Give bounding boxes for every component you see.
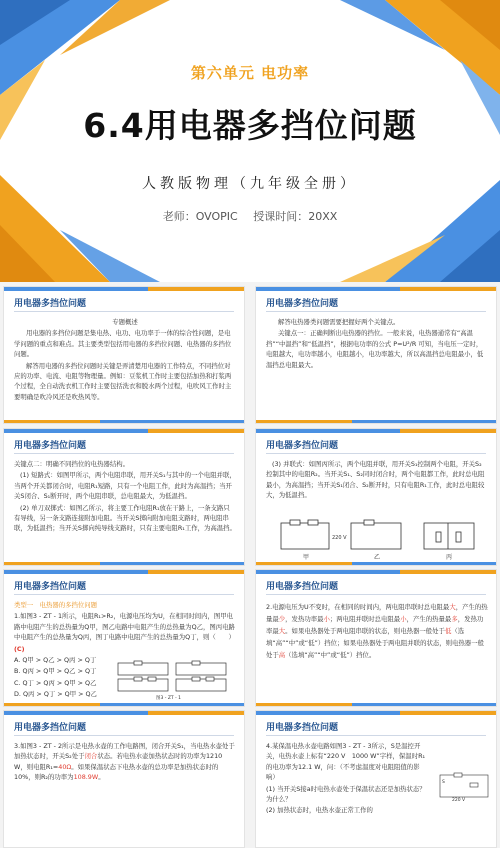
time-label: 授课时间：20XX — [253, 210, 338, 223]
edition-text: 人教版物理（九年级全册） — [142, 176, 358, 192]
teacher-label: 老师：OVOPIC — [162, 210, 238, 223]
q-text: 2.电源电压为U不变时，在相同的时间内，两电阻串联时总电阻最 — [266, 603, 450, 611]
header-divider — [266, 735, 486, 736]
question-text — [266, 601, 488, 661]
q-text: 。如果保温状态下电热水壶的总功率是加热状态时的10%，则R₂的功率为 — [14, 762, 219, 782]
slide-header: 用电器多挡位问题 — [266, 299, 339, 309]
slide-top-bar — [4, 287, 244, 291]
answer-text: (C) — [14, 644, 25, 653]
slide-bottom-bar — [4, 420, 244, 423]
paragraph: (2) 单刀双掷式：如图乙所示，将主要工作电阻R₁放在干路上，一条支路只有导线，另一条支路连接附加电阻。当开关S掷向附加电阻支路时，两电阻串联，为低温挡；当开关S掷向纯导线支路时，只有主要电阻R₁工作，为高温挡。 — [14, 503, 236, 533]
q-text: 。 — [98, 773, 105, 782]
slide-top-bar — [4, 711, 244, 715]
slide-header: 用电器多挡位问题 — [266, 441, 339, 451]
header-divider — [14, 453, 234, 454]
slide-question-4[interactable] — [255, 710, 497, 848]
slide-top-bar — [256, 570, 496, 574]
slide-parallel[interactable] — [255, 428, 497, 566]
answer-blank: 108.9W — [73, 773, 99, 782]
slide-header: 用电器多挡位问题 — [266, 723, 339, 733]
option-d: D. Q丙 > Q丁 > Q甲 > Q乙 — [14, 690, 97, 699]
q-text: （选填“高”“中”或“低”）挡位；如果电热器处于两电阻并联的状态，则电热器一般处于 — [266, 627, 484, 659]
slide-body — [14, 741, 236, 784]
slide-top-bar — [256, 711, 496, 715]
slide-bottom-bar — [256, 420, 496, 423]
circuit-svg — [276, 519, 486, 561]
slide-overview[interactable] — [3, 286, 245, 424]
slide-header: 用电器多挡位问题 — [14, 723, 87, 733]
voltage-label: 220 V — [332, 535, 347, 541]
slide-bottom-bar — [4, 703, 244, 706]
slide-bottom-bar — [256, 562, 496, 565]
subtitle: 专题概述 — [112, 318, 138, 326]
slide-body — [266, 741, 426, 817]
answer-blank: 闭合 — [84, 752, 98, 761]
slide-body — [14, 317, 236, 403]
q-text: 3.如图3 - ZT - 2所示是电热水壶的工作电路图，闭合开关S₁，当电热水壶处于加热状态时，开关S₂处于 — [14, 742, 235, 761]
main-title: 6.4用电器多挡位问题 — [83, 106, 417, 145]
question-text: 1.如图3 - ZT - 1所示，电阻R₁>R₂，电源电压均为U，在相同时间内，图甲电路中电阻产生的总热量为Q甲，图乙电路中电阻产生的总热量为Q乙，图丙电路中电阻产生的总热量为Q丙，图丁电路中电阻产生的总热量为Q丁，则（ ） — [14, 612, 235, 642]
circuit-diagrams — [276, 519, 486, 561]
paragraph: 解答电热器类问题需要把握好两个关键点。 — [278, 318, 400, 326]
circuit-diagram — [434, 771, 494, 801]
q-text: （选填“高”“中”或“低”）挡位。 — [285, 651, 376, 659]
paragraph: 关键点一：正确判断出电热器的挡位。一般来说，电热器通常有“高温挡”“中温挡”和“低温挡”，根据电功率的公式 P=U²/R 可知，当电压一定时，电阻越大，电功率越小，电阻越小，电功率越大，所以高温挡总电阻最小，低温挡总电阻最大。 — [266, 329, 484, 369]
answer-blank: 低 — [444, 627, 452, 635]
header-divider — [266, 311, 486, 312]
slide-structure[interactable] — [3, 428, 245, 566]
slide-question-3[interactable] — [3, 710, 245, 848]
answer-blank: 小 — [323, 615, 330, 623]
answer-blank: 40Ω — [58, 762, 72, 771]
fig-label-jia: 甲 — [303, 554, 310, 561]
answer-blank: 多 — [451, 615, 458, 623]
answer-blank: 高 — [278, 651, 286, 659]
cover-meta — [0, 208, 500, 224]
header-divider — [14, 311, 234, 312]
header-divider — [266, 594, 486, 595]
slide-top-bar — [256, 287, 496, 291]
answer-blank: 小 — [400, 615, 407, 623]
slide-top-bar — [256, 429, 496, 433]
header-divider — [14, 735, 234, 736]
fig-label-yi: 乙 — [374, 554, 381, 561]
slide-body — [266, 601, 488, 662]
sub-question: (1) 当开关S接a时电热水壶处于保温状态还是加热状态？为什么？ — [266, 784, 426, 804]
header-divider — [266, 453, 486, 454]
answer-blank: 大 — [449, 603, 456, 611]
header-divider — [14, 594, 234, 595]
slide-header: 用电器多挡位问题 — [266, 582, 339, 592]
circuit-svg — [434, 771, 494, 801]
circuit-svg — [114, 660, 234, 700]
slide-bottom-bar — [256, 703, 496, 706]
slide-body — [266, 459, 488, 502]
figure-caption: 图3 - ZT - 1 — [156, 696, 182, 701]
cover-slide — [0, 0, 500, 282]
answer-blank: 大 — [278, 627, 286, 635]
sub-question: (2) 加热状态时，电热水壶正常工作的 — [266, 806, 373, 815]
unit-title: 第六单元 电功率 — [190, 64, 310, 82]
question-text — [14, 741, 236, 783]
slide-header: 用电器多挡位问题 — [14, 299, 87, 309]
slide-header: 用电器多挡位问题 — [14, 441, 87, 451]
switch-label: S — [442, 780, 445, 785]
slide-body — [266, 317, 488, 371]
paragraph: 解答用电器的多挡位问题时关键是弄清楚用电器的工作特点，不同挡位对应的功率、电流、电阻等物理量。例如：豆浆机工作时主要包括加热和打浆两个过程，全自动洗衣机工作时主要包括洗衣和脱水两个过程，电吹风工作时主要明确是吹冷风还是吹热风等。 — [14, 361, 232, 401]
option-a: A. Q甲 > Q乙 > Q丙 > Q丁 — [14, 656, 97, 665]
option-c: C. Q丁 > Q丙 > Q甲 > Q乙 — [14, 678, 97, 687]
slide-bottom-bar — [4, 562, 244, 565]
slide-top-bar — [4, 429, 244, 433]
paragraph: (1) 短路式：如图甲所示，两个电阻串联，用开关S₁与其中的一个电阻并联，当两个开关都闭合时，电阻R₁短路，只有一个电阻工作，此时为高温挡；当开关S闭合、S₁断开时，两个电阻串联，总电阻最大，为低温挡。 — [14, 471, 236, 501]
paragraph: 关键点二：明确不同挡位的电热器结构。 — [14, 460, 130, 468]
slide-keypoints[interactable] — [255, 286, 497, 424]
paragraph: (3) 并联式：如图丙所示，两个电阻并联，用开关S₁控制两个电阻，开关S₂控制其中的电阻R₂。当开关S₁、S₂同时闭合时，两个电阻都工作，此时总电阻最小，为高温挡；当开关S₁闭合、S₂断开时，只有电阻R₁工作，此时总电阻较大，为低温挡。 — [266, 460, 485, 500]
q-text: ，产生的热量最 — [406, 615, 452, 623]
question-text: 4.某保温电热水壶电路如图3 - ZT - 3所示，S是温控开关，电热水壶上标有“220 V 1000 W”字样，保温时R₁的电功率为12.1 W，问：（不考虑温度对电阻阻值的影响） — [266, 742, 426, 782]
voltage-label: 220 V — [452, 798, 466, 803]
q-text: 。如果电热器处于两电阻串联的状态，则电热器一般处于 — [285, 627, 445, 635]
fig-label-bing: 丙 — [446, 554, 453, 561]
q-text: 状态。若电热水壶加热状态时的功率为1210 W，则电阻R₁= — [14, 752, 223, 771]
q-text: ；两电阻并联时总电阻最 — [329, 615, 401, 623]
q-text: ，发热功率最 — [285, 615, 324, 623]
slide-header: 用电器多挡位问题 — [14, 582, 87, 592]
q-text: ，产生的热量最 — [266, 603, 488, 623]
category-label: 类型一 电热器的多挡位问题 — [14, 601, 98, 609]
slide-body — [14, 459, 236, 535]
option-b: B. Q丙 > Q甲 > Q乙 > Q丁 — [14, 667, 97, 676]
q-text: ，发热功率最 — [266, 615, 484, 635]
answer-blank: 少 — [278, 615, 286, 623]
paragraph: 用电器的多挡位问题是集电热、电功、电功率于一体的综合性问题，是电学问题的重点和难点。其主要类型包括用电器的多挡位问题、电热器的多挡位问题。 — [14, 329, 232, 359]
circuit-diagrams — [114, 660, 234, 700]
slide-question-1[interactable] — [3, 569, 245, 707]
slide-question-2[interactable] — [255, 569, 497, 707]
slide-top-bar — [4, 570, 244, 574]
